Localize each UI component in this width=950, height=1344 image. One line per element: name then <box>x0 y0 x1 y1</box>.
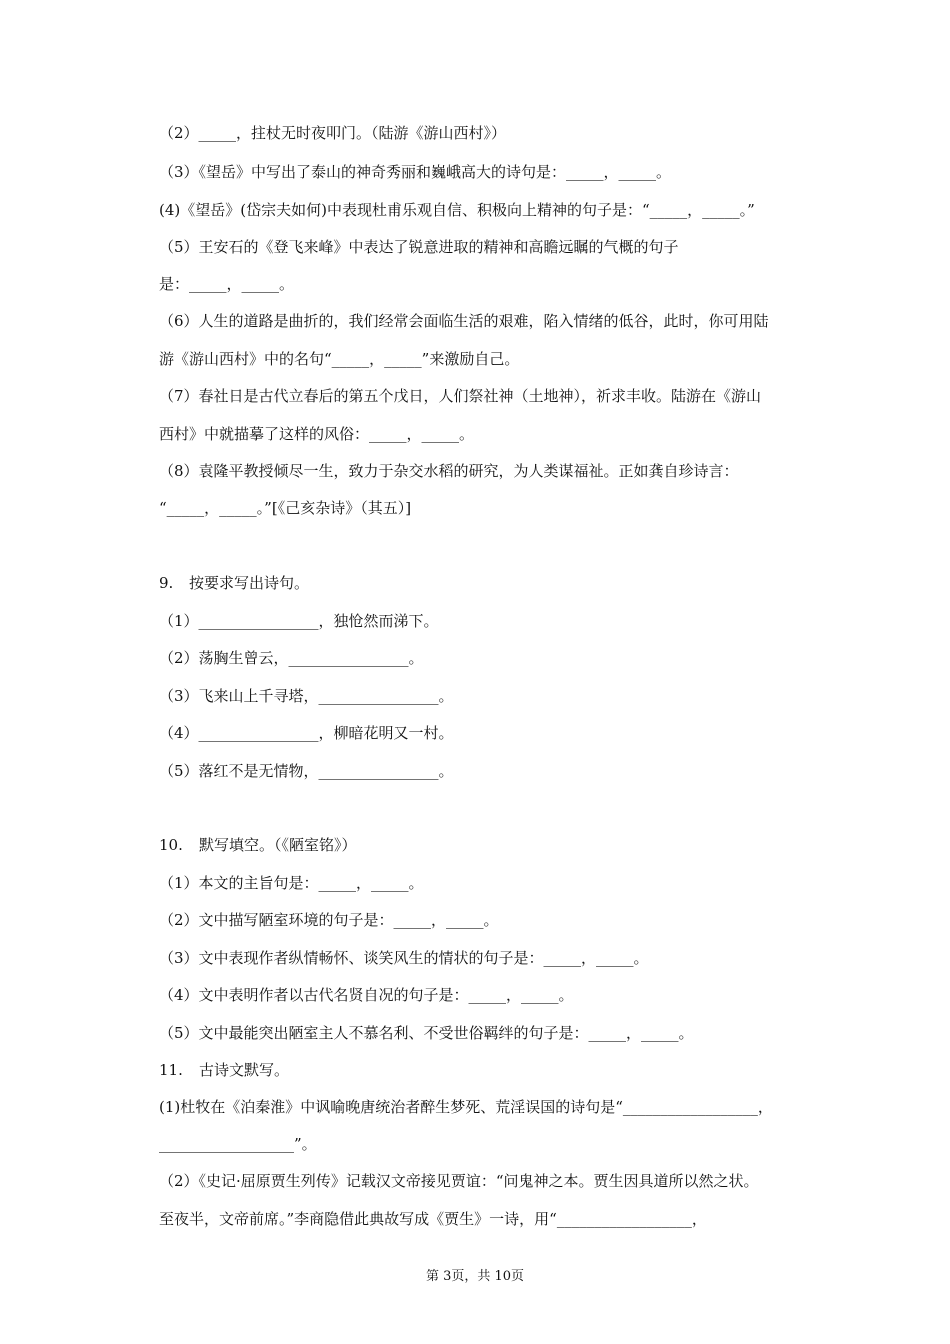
q10-title: 默写填空。（《陋室铭》） <box>199 836 357 854</box>
q8-item-8-cont: “_____，_____。”[《己亥杂诗》（其五）] <box>159 499 412 517</box>
q8-item-6: （6）人生的道路是曲折的，我们经常会面临生活的艰难，陷入情绪的低谷，此时，你可用陆 <box>159 312 769 330</box>
q11-line-1: (1)杜牧在《泊秦淮》中讽喻晚唐统治者醉生梦死、荒淫误国的诗句是“__________________， <box>159 1098 773 1116</box>
q9-item-5: （5）落红不是无情物，________________。 <box>159 762 454 780</box>
q8-item-2: （2）_____，拄杖无时夜叩门。（陆游《游山西村》） <box>159 124 507 142</box>
q9-heading <box>159 573 839 593</box>
q8-item-4: (4)《望岳》(岱宗夫如何)中表现杜甫乐观自信、积极向上精神的句子是：“_____，_____。” <box>159 201 755 219</box>
q10-item-1: （1）本文的主旨句是：_____，_____。 <box>159 874 424 892</box>
q8-item-5-cont: 是：_____，_____。 <box>159 275 295 293</box>
q10-heading <box>159 835 839 855</box>
q10-item-4: （4）文中表明作者以古代名贤自况的句子是：_____，_____。 <box>159 986 574 1004</box>
q9-item-2: （2）荡胸生曾云，________________。 <box>159 649 424 667</box>
q9-item-4: （4）________________，柳暗花明又一村。 <box>159 724 454 742</box>
q8-item-6-cont: 游《游山西村》中的名句“_____，_____”来激励自己。 <box>159 350 520 368</box>
q10-number: 10. <box>159 836 183 854</box>
q9-title: 按要求写出诗句。 <box>189 574 310 592</box>
q11-line-4: 至夜半，文帝前席。”李商隐借此典故写成《贾生》一诗，用“__________________， <box>159 1210 707 1228</box>
q9-item-1: （1）________________，独怆然而涕下。 <box>159 612 439 630</box>
page-footer: 第 3页，共 10页 <box>425 1269 525 1284</box>
q8-item-7: （7）春社日是古代立春后的第五个戊日，人们祭社神（土地神），祈求丰收。陆游在《游山 <box>159 387 762 405</box>
q11-line-2: __________________”。 <box>159 1135 317 1153</box>
q8-item-5: （5）王安石的《登飞来峰》中表达了锐意进取的精神和高瞻远瞩的气概的句子 <box>159 238 679 256</box>
q9-number: 9. <box>159 574 174 592</box>
q10-item-5: （5）文中最能突出陋室主人不慕名利、不受世俗羁绊的句子是：_____，_____。 <box>159 1024 694 1042</box>
q10-item-3: （3）文中表现作者纵情畅怀、谈笑风生的情状的句子是：_____，_____。 <box>159 949 649 967</box>
q9-item-3: （3）飞来山上千寻塔，________________。 <box>159 687 454 705</box>
q8-item-8: （8）袁隆平教授倾尽一生，致力于杂交水稻的研究，为人类谋福祉。正如龚自珍诗言： <box>159 462 739 480</box>
q8-item-7-cont: 西村》中就描摹了这样的风俗：_____，_____。 <box>159 425 475 443</box>
q10-item-2: （2）文中描写陋室环境的句子是：_____，_____。 <box>159 911 499 929</box>
q11-heading <box>159 1060 839 1080</box>
q11-title: 古诗文默写。 <box>199 1061 290 1079</box>
q11-line-3: （2）《史记·屈原贾生列传》记载汉文帝接见贾谊：“问鬼神之本。贾生因具道所以然之状。 <box>159 1172 759 1190</box>
q11-number: 11. <box>159 1061 183 1079</box>
q8-item-3: （3）《望岳》中写出了泰山的神奇秀丽和巍峨高大的诗句是：_____，_____。 <box>159 163 672 181</box>
